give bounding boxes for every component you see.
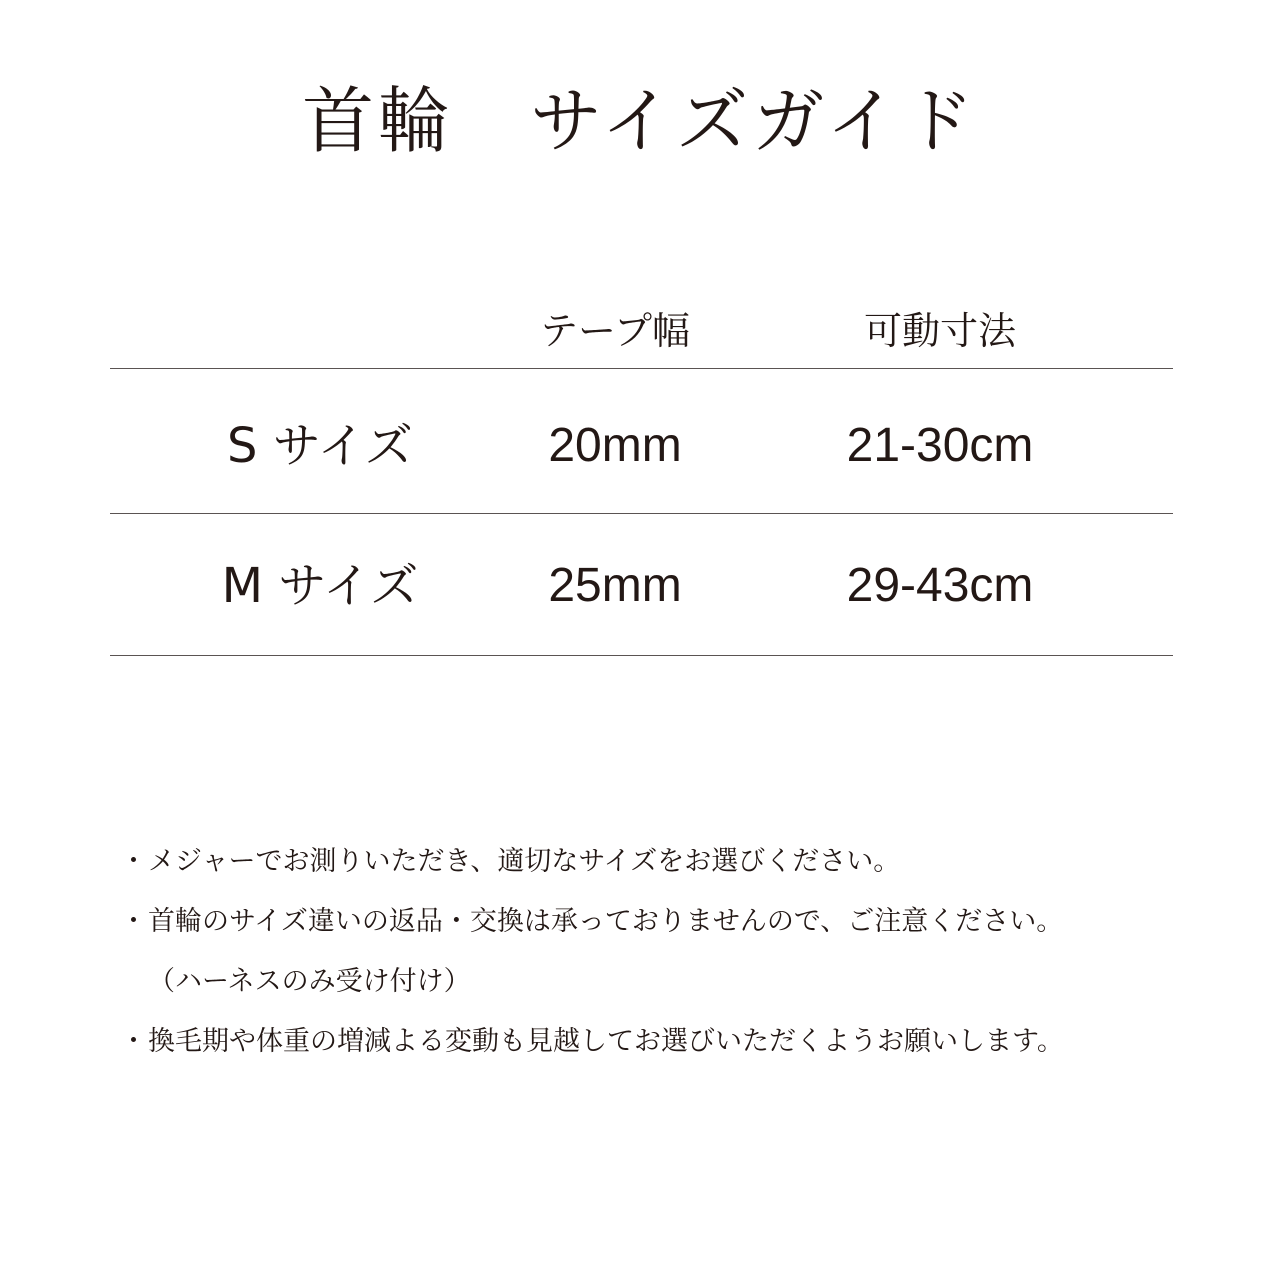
page-title: 首輪 サイズガイド [301,79,979,163]
table-divider [110,368,1173,369]
bullet: ・ [120,906,147,937]
tape-width-s: 20mm [548,419,682,472]
note-text: （ハーネスのみ受け付け） [148,966,471,997]
bullet: ・ [120,1026,147,1057]
table-divider [110,655,1173,656]
size-label-s: S サイズ [227,418,413,474]
note-text: 換毛期や体重の増減よる変動も見越してお選びいただくようお願いします。 [148,1026,1064,1057]
column-header-tape-width: テープ幅 [539,309,691,353]
note-item [120,832,1180,892]
range-m: 29-43cm [846,559,1034,612]
note-text: メジャーでお測りいただき、適切なサイズをお選びください。 [148,846,901,877]
note-item [120,952,1180,1012]
tape-width-m: 25mm [548,559,682,612]
note-item [120,892,1180,952]
note-text: 首輪のサイズ違いの返品・交換は承っておりませんので、ご注意ください。 [148,906,1064,937]
note-item [120,1012,1180,1072]
column-header-adjustable-range: 可動寸法 [863,309,1016,353]
notes-list [120,832,1180,1072]
range-s: 21-30cm [846,419,1034,472]
size-label-m: M サイズ [221,558,419,614]
table-divider [110,513,1173,514]
bullet: ・ [120,846,147,877]
